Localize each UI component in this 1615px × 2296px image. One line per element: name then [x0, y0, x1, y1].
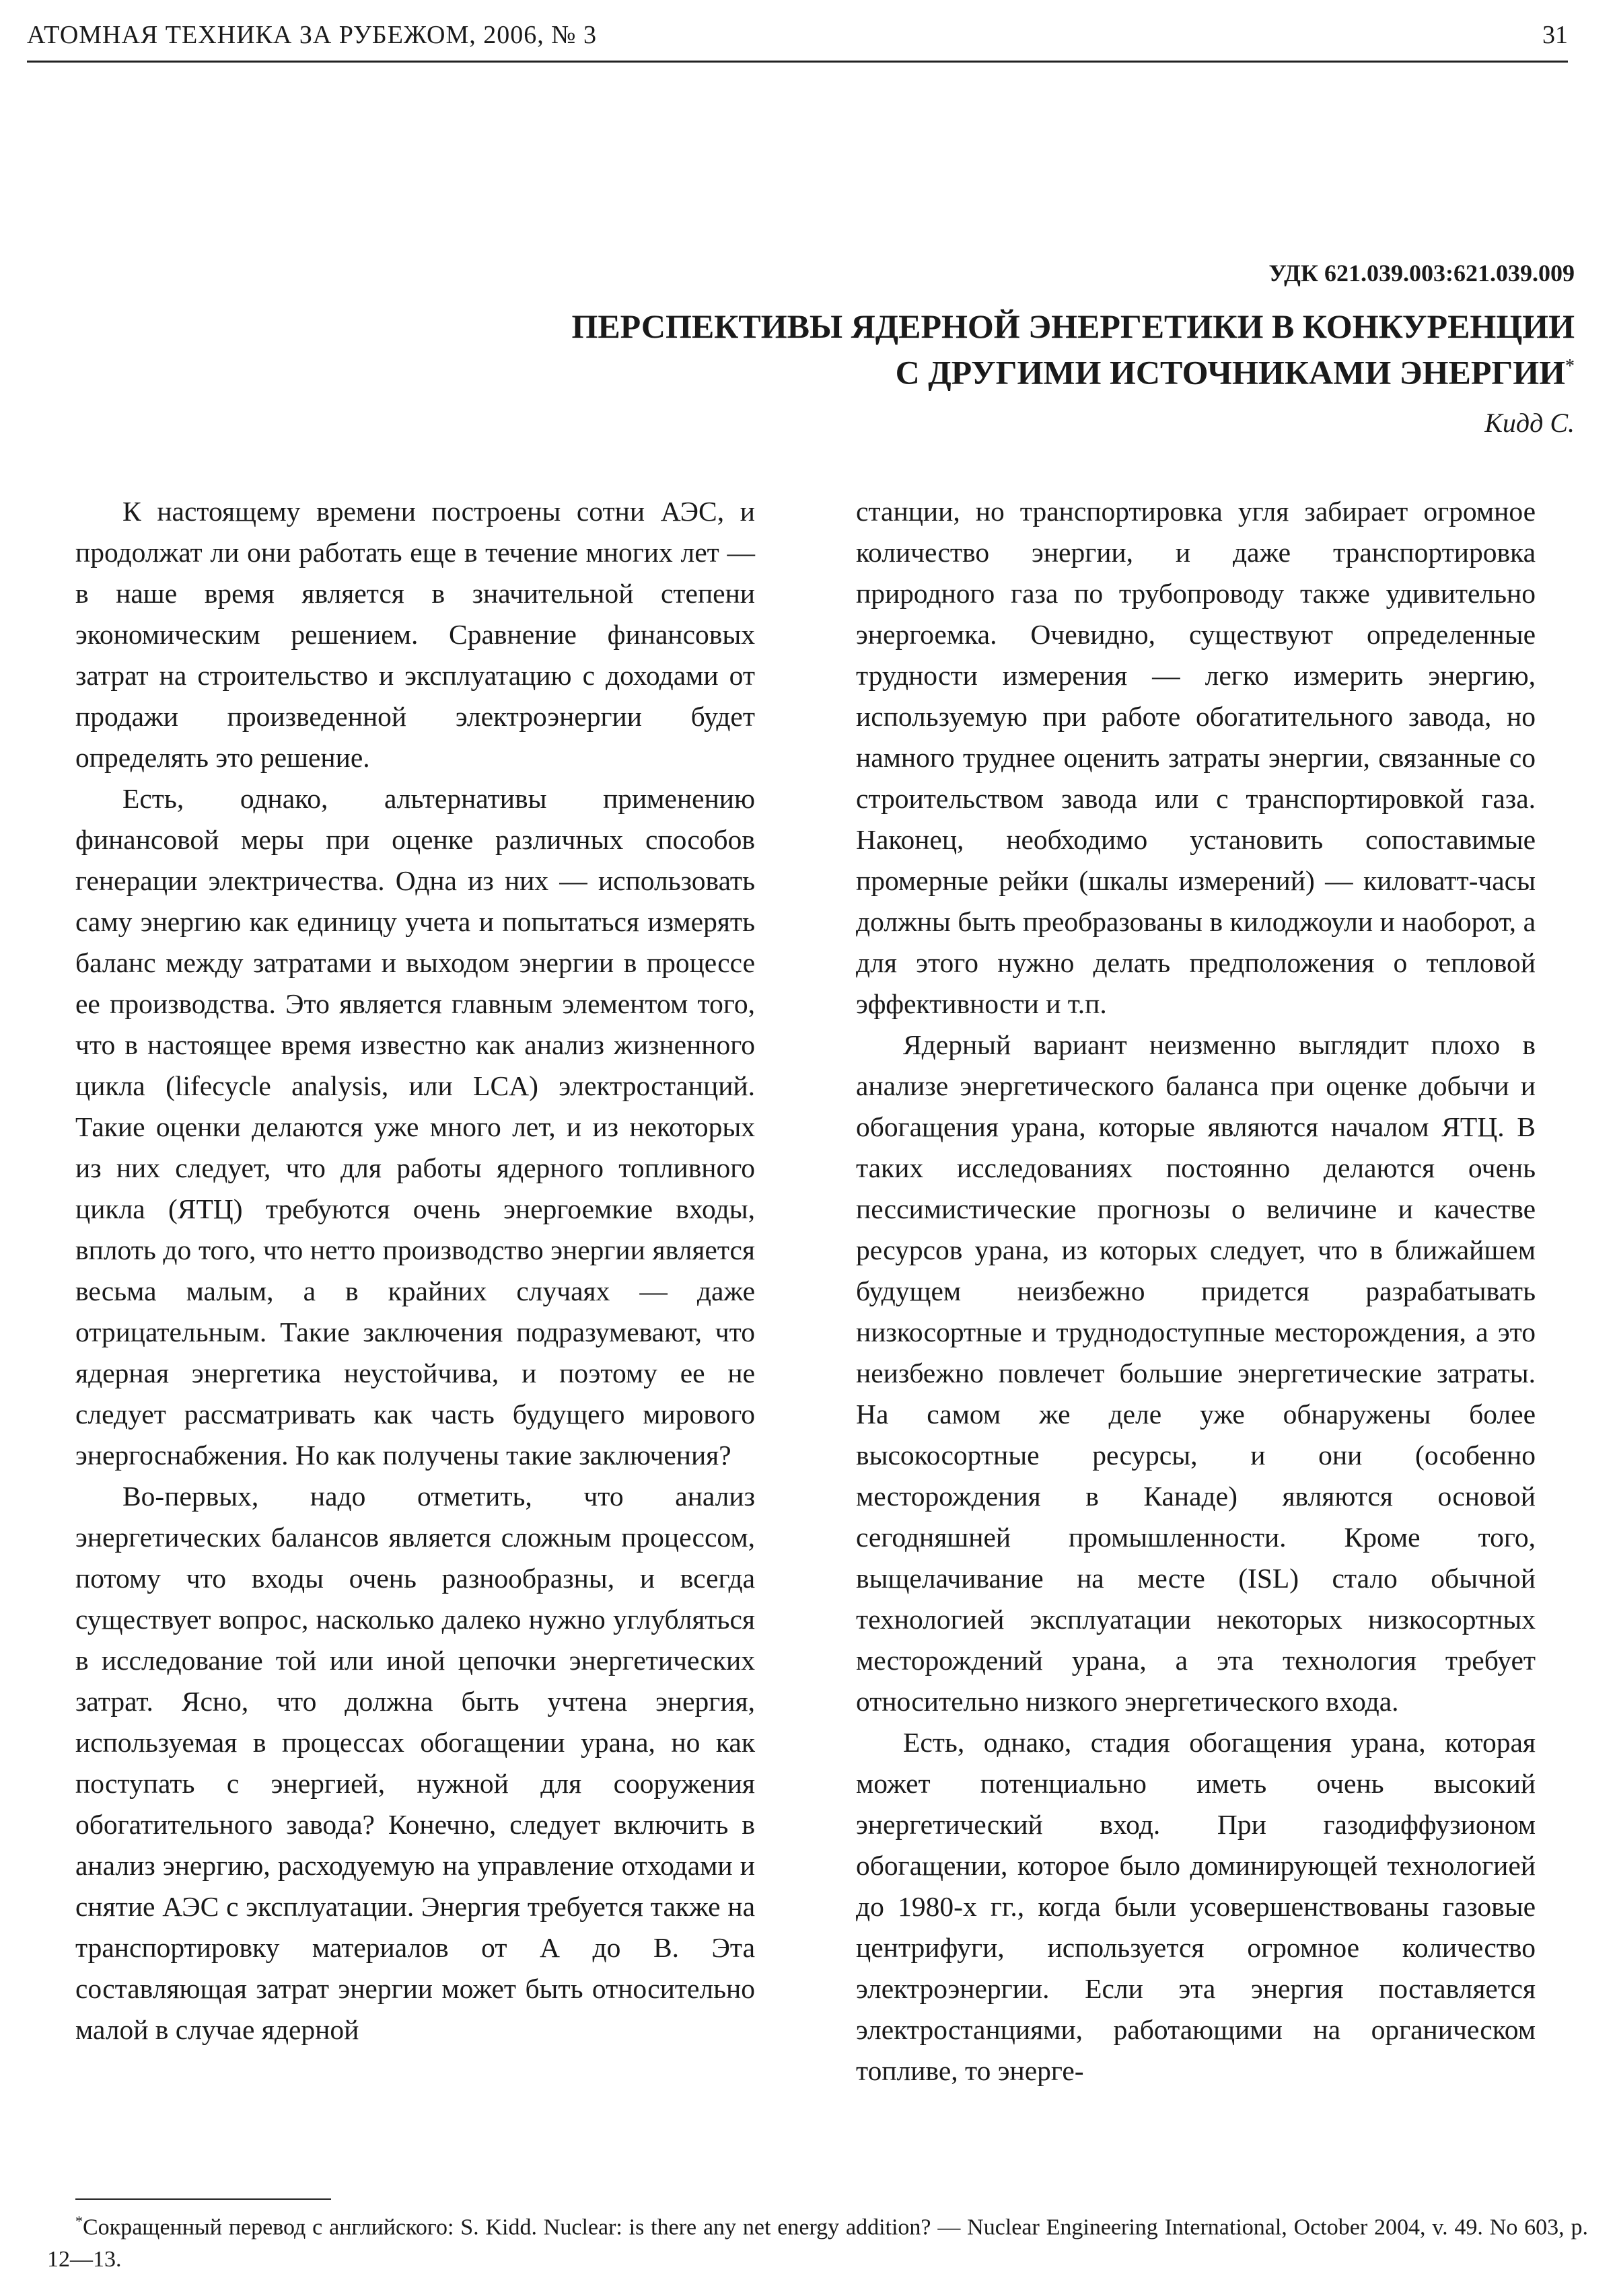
paragraph: Ядерный вариант неизменно выглядит плохо в анализе энергетического баланса при оценке добычи и обогащения урана, которые являются началом ЯТЦ. В таких исследованиях постоянно делаются очень пессимистические прогнозы о величине и качестве ресурсов урана, из которых следует, что в ближайшем будущем неизбежно придется разрабатывать низкосортные и труднодоступные месторождения, а это неизбежно повлечет большие энергетические затраты. На самом же деле уже обнаружены более высокосортные ресурсы, и они (особенно месторождения в Канаде) являются основой сегодняшней промышленности. Кроме того, выщелачивание на месте (ISL) стало обычной технологией эксплуатации некоторых низкосортных месторождений урана, а эта технология требует относительно низкого энергетического входа. [856, 1029, 1536, 1717]
running-header [27, 20, 1568, 63]
article-title [296, 306, 1575, 393]
paragraph: Во-первых, надо отметить, что анализ энергетических балансов является сложным процессом, потому что входы очень разнообразны, и всегда существует вопрос, насколько далеко нужно углубляться в исследование той или иной цепочки энергетических затрат. Ясно, что должна быть учтена энергия, используемая в процессах обогащении урана, но как поступать с энергией, нужной для сооружения обогатительного завода? Конечно, следует включить в анализ энергию, расходуемую на управление отходами и снятие АЭС с эксплуатации. Энергия требуется также на транспортировку материалов от А до В. Эта составляющая затрат энергии может быть относительно малой в случае ядерной [75, 1481, 755, 2045]
udc-code: УДК 621.039.003:621.039.009 [1268, 260, 1575, 287]
footnote-text: Сокращенный перевод с английского: S. Kidd. Nuclear: is there any net energy addition? — Nuclear Engineering International, October 2004, v. 49. No 603, p. 12—13. [47, 2215, 1588, 2272]
title-line-2-text: С ДРУГИМИ ИСТОЧНИКАМИ ЭНЕРГИИ [895, 353, 1565, 392]
page-number: 31 [1542, 21, 1568, 49]
left-column [75, 491, 755, 2050]
title-line-1: ПЕРСПЕКТИВЫ ЯДЕРНОЙ ЭНЕРГЕТИКИ В КОНКУРЕНЦИИ [571, 307, 1575, 345]
paragraph: Есть, однако, альтернативы применению финансовой меры при оценке различных способов генерации электричества. Одна из них — использовать саму энергию как единицу учета и попытаться измерять баланс между затратами и выходом энергии в процессе ее производства. Это является главным элементом того, что в настоящее время известно как анализ жизненного цикла (lifecycle analysis, или LCA) электростанций. Такие оценки делаются уже много лет, и из некоторых из них следует, что для работы ядерного топливного цикла (ЯТЦ) требуются очень энергоемкие входы, вплоть до того, что нетто производство энергии является весьма малым, а в крайних случаях — даже отрицательным. Такие заключения подразумевают, что ядерная энергетика неустойчива, и поэтому ее не следует рассматривать как часть будущего мирового энергоснабжения. Но как получены такие заключения? [75, 783, 755, 1471]
footnote-divider [75, 2198, 331, 2200]
footnote [47, 2205, 1588, 2276]
footnote-mark: * [75, 2213, 83, 2229]
journal-title: АТОМНАЯ ТЕХНИКА ЗА РУБЕЖОМ, 2006, № 3 [27, 21, 598, 49]
paragraph: К настоящему времени построены сотни АЭС, и продолжат ли они работать еще в течение многих лет — в наше время является в значительной степени экономическим решением. Сравнение финансовых затрат на строительство и эксплуатацию с доходами от продажи произведенной электроэнергии будет определять это решение. [75, 496, 755, 773]
title-footnote-mark: * [1565, 356, 1575, 377]
title-line-2 [296, 346, 1575, 393]
author: Кидд С. [1484, 408, 1575, 438]
paragraph-continuation: станции, но транспортировка угля забирает огромное количество энергии, и даже транспортировка природного газа по трубопроводу также удивительно энергоемка. Очевидно, существуют определенные трудности измерения — легко измерить энергию, используемую при работе обогатительного завода, но намного труднее оценить затраты энергии, связанные со строительством завода или с транспортировкой газа. Наконец, необходимо установить сопоставимые промерные рейки (шкалы измерений) — киловатт-часы должны быть преобразованы в килоджоули и наоборот, а для этого нужно делать предположения о тепловой эффективности и т.п. [856, 496, 1536, 1019]
right-column [856, 491, 1536, 2091]
paragraph: Есть, однако, стадия обогащения урана, которая может потенциально иметь очень высокий энергетический вход. При газодиффузионом обогащении, которое было доминирующей технологией до 1980-х гг., когда были усовершенствованы газовые центрифуги, используется огромное количество электроэнергии. Если эта энергия поставляется электростанциями, работающими на органическом топливе, то энерге- [856, 1727, 1536, 2086]
